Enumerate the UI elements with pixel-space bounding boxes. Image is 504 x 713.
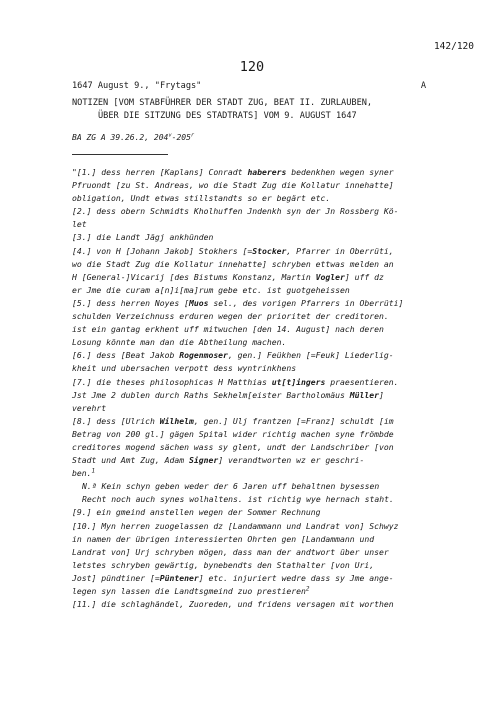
text-line: [2.] dess obern Schmidts Kholhuffen Jndenkh syn der Jn Rossberg Kö-: [72, 206, 399, 217]
text-line: [4.] von H [Johann Jakob] Stokhers [=Stocker, Pfarrer in Oberrüti,: [72, 245, 394, 256]
section-divider: [72, 154, 168, 155]
text-line: H [General-]Vicarij [des Bistums Konstanz, Martin Vogler] uff dz: [72, 271, 384, 282]
text-line: ben.$^1$: [72, 467, 96, 479]
text-line: verehrt: [72, 402, 107, 413]
person-name: Stocker: [252, 245, 287, 256]
text-line: creditores mogend sächen wass sy glent, undt der Landschriber [von: [72, 441, 394, 452]
text-line: Recht noch auch synes wolhaltens. ist richtig wye hernach staht.: [82, 494, 394, 505]
person-name: Püntener: [159, 572, 199, 583]
footnote-marker: 2: [305, 585, 310, 593]
text-line: Betrag von 200 gl.] gägen Spital wider richtig machen syne frömbde: [72, 428, 394, 439]
agenda-item: [72, 415, 442, 480]
text-line: N.ª Kein schyn geben weder der 6 Jaren uff behaltnen bysessen: [82, 481, 380, 492]
text-line: legen syn lassen die Landtsgmeind zuo prestieren$^2$: [72, 585, 310, 596]
text-line: [9.] ein gmeind anstellen wegen der Sommer Rechnung: [72, 507, 321, 518]
agenda-item: [72, 297, 442, 349]
text-line: Landrat von] Urj schryben mögen, dass man der andtwort über unser: [72, 546, 389, 557]
source-reference: [72, 132, 194, 142]
text-line: ist ein gantag erkhent uff mitwuchen [den 14. August] nach deren: [72, 324, 384, 335]
title-line-1: NOTIZEN [VOM STABFÜHRER DER STADT ZUG, BEAT II. ZURLAUBEN,: [72, 98, 373, 108]
agenda-item: [72, 598, 442, 611]
text-line: Stadt und Amt Zug, Adam Signer] verandtworten wz er geschri-: [72, 455, 365, 466]
agenda-item: [72, 506, 442, 519]
text-line: let: [72, 219, 87, 230]
text-line: [8.] dess [Ulrich Wilhelm, gen.] Ulj frantzen [=Franz] schuldt [im: [72, 415, 394, 426]
person-name: Vogler: [315, 271, 345, 282]
text-line: [3.] die Landt Jägj ankhünden: [72, 232, 214, 243]
text-line: er Jme die curam a[n]i[ma]rum gebe etc. ist guotgeheissen: [72, 284, 350, 295]
text-line: Pfruondt [zu St. Andreas, wo die Stadt Zug die Kollatur innehatte]: [72, 180, 394, 191]
page-number: 142/120: [433, 41, 474, 52]
text-line: obligation, Undt etwas stillstandts so er begärt etc.: [72, 193, 331, 204]
text-line: kheit und ubersachen verpott dess wyntrinkhens: [72, 363, 297, 374]
text-line: Losung könnte man dan die Abtheilung machen.: [72, 337, 287, 348]
item-note: [72, 480, 442, 506]
agenda-item: [72, 376, 442, 415]
agenda-item: [72, 231, 442, 244]
text-line: wo die Stadt Zug die Kollatur innehatte] schryben ettwas melden an: [72, 258, 394, 269]
agenda-item: [72, 166, 442, 205]
document-title: [72, 97, 434, 122]
text-line: schulden Verzeichnuss erduren wegen der prioritet der creditoren.: [72, 311, 389, 322]
agenda-item: [72, 349, 442, 375]
title-line-2: ÜBER DIE SITZUNG DES STADTRATS] VOM 9. AUGUST 1647: [98, 110, 357, 121]
text-line: Jst Jme 2 dublen durch Raths Sekhelm[eister Bartholomäus Müller]: [72, 389, 384, 400]
text-line: [11.] die schlaghändel, Zuoreden, und fridens versagen mit worthen: [72, 599, 394, 610]
text-line: [6.] dess [Beat Jakob Rogenmoser, gen.] Feükhen [=Feuk] Liederlig-: [72, 350, 394, 361]
person-name: Muos: [188, 297, 209, 308]
agenda-item: [72, 245, 442, 297]
text-line: in namen der übrigen interessierten Ohrten gen [Landammann und: [72, 533, 375, 544]
person-name: Müller: [349, 389, 380, 400]
agenda-item: [72, 520, 442, 599]
document-date: 1647 August 9., "Frytags": [72, 81, 202, 91]
person-name: Wilhelm: [159, 415, 194, 426]
person-name: ut[t]ingers: [271, 376, 326, 387]
document-number: 120: [239, 59, 265, 75]
text-line: [10.] Myn herren zuogelassen dz [Landammann und Landrat von] Schwyz: [72, 520, 399, 531]
person-name: Signer: [188, 455, 219, 466]
text-line: Jost] pündtiner [=Püntener] etc. injuriert wedre dass sy Jme ange-: [72, 572, 394, 583]
source-text: BA ZG A 39.26.2, 204$^v$-205$^r$: [72, 132, 195, 142]
text-line: letstes schryben gewärtig, bynebendts den Stathalter [von Uri,: [72, 559, 375, 570]
footnote-marker: 1: [91, 467, 96, 475]
text-line: [7.] die theses philosophicas H Matthias ut[t]ingers praesentieren.: [72, 376, 399, 387]
text-line: "[1.] dess herren [Kaplans] Conradt haberers bedenkhen wegen syner: [72, 167, 394, 177]
document-type-label: A: [420, 81, 426, 91]
person-name: Rogenmoser: [179, 350, 228, 361]
person-name: haberers: [247, 167, 287, 177]
text-line: [5.] dess herren Noyes [Muos sel., des vorigen Pfarrers in Oberrüti]: [72, 297, 404, 308]
agenda-item: [72, 205, 442, 231]
transcription-body: [72, 166, 442, 611]
